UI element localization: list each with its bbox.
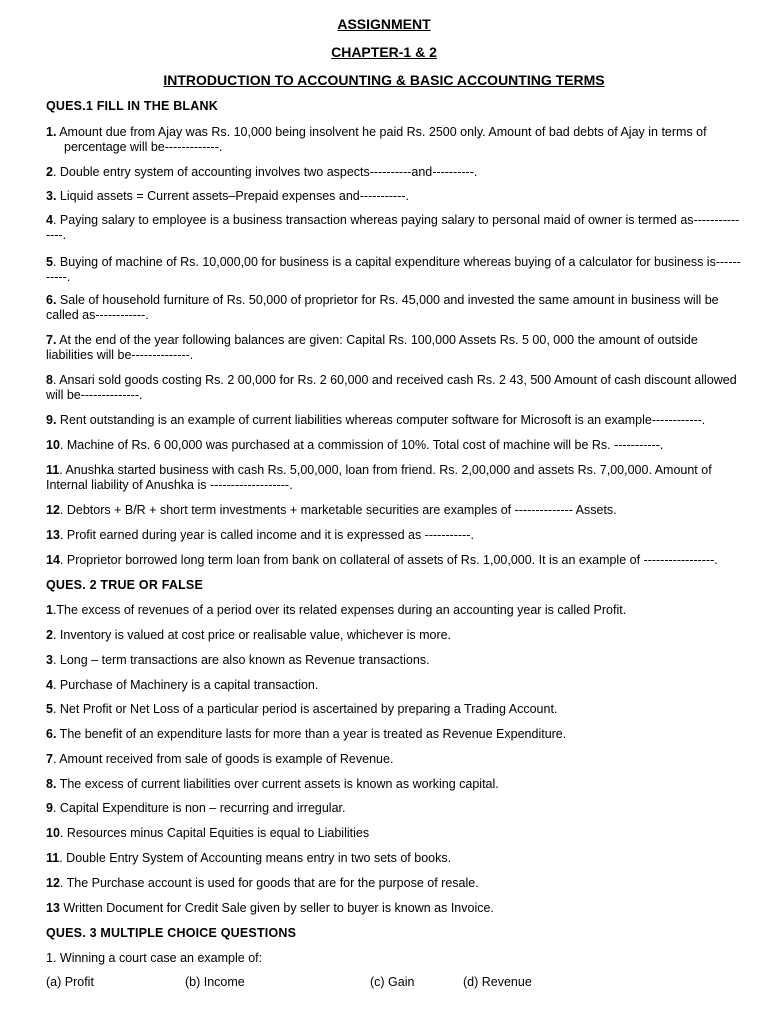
true-false-question: 8. The excess of current liabilities over current assets is known as working capital. (46, 777, 499, 791)
mcq-question: 1. Winning a court case an example of: (46, 951, 263, 965)
fill-blank-question: 12. Debtors + B/R + short term investments + marketable securities are examples of -------------- Assets. (46, 503, 617, 517)
true-false-question: 13 Written Document for Credit Sale given by seller to buyer is known as Invoice. (46, 901, 494, 915)
fill-blank-question: 4. Paying salary to employee is a business transaction whereas paying salary to personal maid of owner is termed as---------------. (46, 213, 740, 242)
section2-heading: QUES. 2 TRUE OR FALSE (46, 578, 204, 592)
fill-blank-question: 10. Machine of Rs. 6 00,000 was purchased at a commission of 10%. Total cost of machine will be Rs. -----------. (46, 438, 664, 452)
fill-blank-question: 14. Proprietor borrowed long term loan from bank on collateral of assets of Rs. 1,00,000. It is an example of -----------------. (46, 553, 718, 567)
true-false-question: 12. The Purchase account is used for goods that are for the purpose of resale. (46, 876, 479, 890)
fill-blank-question: 9. Rent outstanding is an example of current liabilities whereas computer software for Microsoft is an example------------. (46, 413, 706, 427)
true-false-question: 6. The benefit of an expenditure lasts for more than a year is treated as Revenue Expenditure. (46, 727, 567, 741)
assignment-title: ASSIGNMENT (337, 16, 431, 32)
mcq-option-a: (a) Profit (46, 975, 94, 989)
fill-blank-question: 11. Anushka started business with cash Rs. 5,00,000, loan from friend. Rs. 2,00,000 and assets Rs. 7,00,000. Amount of Internal liability of Anushka is -------------------. (46, 463, 712, 492)
true-false-question: 1.The excess of revenues of a period over its related expenses during an accounting year is called Profit. (46, 603, 627, 617)
mcq-option-c: (c) Gain (370, 975, 415, 989)
fill-blank-question: 6. Sale of household furniture of Rs. 50,000 of proprietor for Rs. 45,000 and invested the same amount in business will be called as------------. (46, 293, 719, 322)
fill-blank-question: 1. Amount due from Ajay was Rs. 10,000 being insolvent he paid Rs. 2500 only. Amount of bad debts of Ajay in terms of percentage will be-------------. (46, 125, 707, 154)
fill-blank-question: 7. At the end of the year following balances are given: Capital Rs. 100,000 Assets Rs. 5 00, 000 the amount of outside liabilities will be--------------. (46, 333, 698, 362)
true-false-question: 2. Inventory is valued at cost price or realisable value, whichever is more. (46, 628, 452, 642)
true-false-question: 4. Purchase of Machinery is a capital transaction. (46, 678, 319, 692)
section3-heading: QUES. 3 MULTIPLE CHOICE QUESTIONS (46, 926, 297, 940)
true-false-question: 10. Resources minus Capital Equities is equal to Liabilities (46, 826, 370, 840)
true-false-question: 9. Capital Expenditure is non – recurring and irregular. (46, 801, 346, 815)
true-false-question: 5. Net Profit or Net Loss of a particular period is ascertained by preparing a Trading Account. (46, 702, 558, 716)
chapter-title: CHAPTER-1 & 2 (331, 44, 437, 60)
fill-blank-question: 13. Profit earned during year is called income and it is expressed as -----------. (46, 528, 474, 542)
fill-blank-question: 3. Liquid assets = Current assets–Prepaid expenses and-----------. (46, 189, 410, 203)
true-false-question: 7. Amount received from sale of goods is example of Revenue. (46, 752, 394, 766)
fill-blank-question: 8. Ansari sold goods costing Rs. 2 00,000 for Rs. 2 60,000 and received cash Rs. 2 43, 500 Amount of cash discount allowed will be--------------. (46, 373, 737, 402)
section1-heading: QUES.1 FILL IN THE BLANK (46, 99, 218, 113)
mcq-option-b: (b) Income (185, 975, 245, 989)
true-false-question: 3. Long – term transactions are also known as Revenue transactions. (46, 653, 430, 667)
topic-title: INTRODUCTION TO ACCOUNTING & BASIC ACCOUNTING TERMS (163, 72, 605, 88)
mcq-option-d: (d) Revenue (463, 975, 532, 989)
fill-blank-question: 5. Buying of machine of Rs. 10,000,00 for business is a capital expenditure whereas buying of a calculator for business is-----------. (46, 255, 741, 284)
true-false-question: 11. Double Entry System of Accounting means entry in two sets of books. (46, 851, 452, 865)
fill-blank-question: 2. Double entry system of accounting involves two aspects----------and----------. (46, 165, 478, 179)
